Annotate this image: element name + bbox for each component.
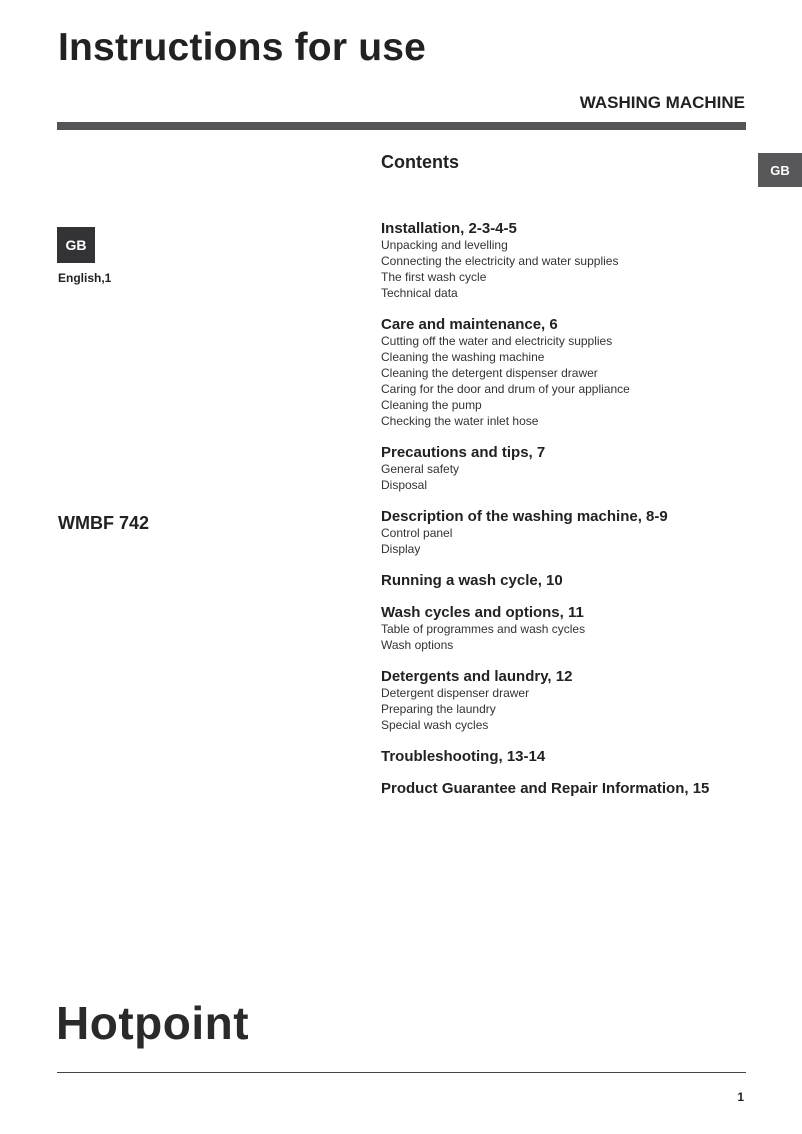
toc-section (381, 220, 781, 301)
toc-section-title[interactable]: Troubleshooting, 13-14 (381, 748, 546, 765)
model-number: WMBF 742 (58, 513, 150, 533)
document-subtitle: WASHING MACHINE (579, 93, 745, 112)
toc-section-title[interactable]: Precautions and tips, 7 (381, 444, 546, 461)
toc-section (381, 316, 781, 429)
page-number: 1 (737, 1090, 744, 1104)
toc-section (381, 572, 781, 589)
toc-item[interactable]: Caring for the door and drum of your appliance (381, 382, 630, 396)
toc-item[interactable]: Connecting the electricity and water supplies (381, 254, 619, 268)
toc-section-title[interactable]: Running a wash cycle, 10 (381, 572, 563, 589)
toc-item[interactable]: Cleaning the detergent dispenser drawer (381, 366, 598, 380)
toc-item[interactable]: Display (381, 542, 421, 556)
toc-item[interactable]: General safety (381, 462, 460, 476)
toc-section-title[interactable]: Detergents and laundry, 12 (381, 668, 573, 685)
toc-item[interactable]: The first wash cycle (381, 270, 487, 284)
header-divider (57, 122, 746, 130)
toc-section (381, 508, 781, 557)
language-badge: GB (57, 227, 95, 263)
toc-section-title[interactable]: Wash cycles and options, 11 (381, 604, 584, 621)
contents-heading: Contents (381, 152, 459, 172)
toc-item[interactable]: Preparing the laundry (381, 702, 496, 716)
document-title: Instructions for use (58, 26, 427, 69)
toc-item[interactable]: Unpacking and levelling (381, 238, 508, 252)
toc-item[interactable]: Control panel (381, 526, 453, 540)
footer-divider (57, 1072, 746, 1073)
toc-item[interactable]: Disposal (381, 478, 428, 492)
table-of-contents (381, 220, 781, 812)
toc-item[interactable]: Cutting off the water and electricity supplies (381, 334, 613, 348)
toc-item[interactable]: Special wash cycles (381, 718, 489, 732)
toc-section-title[interactable]: Installation, 2-3-4-5 (381, 220, 517, 237)
toc-item[interactable]: Detergent dispenser drawer (381, 686, 530, 700)
language-link-english[interactable]: English,1 (58, 271, 112, 285)
toc-item[interactable]: Table of programmes and wash cycles (381, 622, 586, 636)
toc-section-title[interactable]: Product Guarantee and Repair Information, 15 (381, 780, 710, 797)
toc-section (381, 604, 781, 653)
toc-item[interactable]: Wash options (381, 638, 454, 652)
toc-section (381, 748, 781, 765)
toc-item[interactable]: Cleaning the washing machine (381, 350, 545, 364)
brand-logo: Hotpoint (56, 997, 250, 1049)
toc-section-title[interactable]: Description of the washing machine, 8-9 (381, 508, 668, 525)
toc-section (381, 668, 781, 733)
language-side-tab[interactable]: GB (758, 153, 802, 187)
toc-section-title[interactable]: Care and maintenance, 6 (381, 316, 558, 333)
toc-item[interactable]: Technical data (381, 286, 458, 300)
toc-item[interactable]: Cleaning the pump (381, 398, 482, 412)
toc-item[interactable]: Checking the water inlet hose (381, 414, 539, 428)
toc-section (381, 780, 781, 797)
toc-section (381, 444, 781, 493)
